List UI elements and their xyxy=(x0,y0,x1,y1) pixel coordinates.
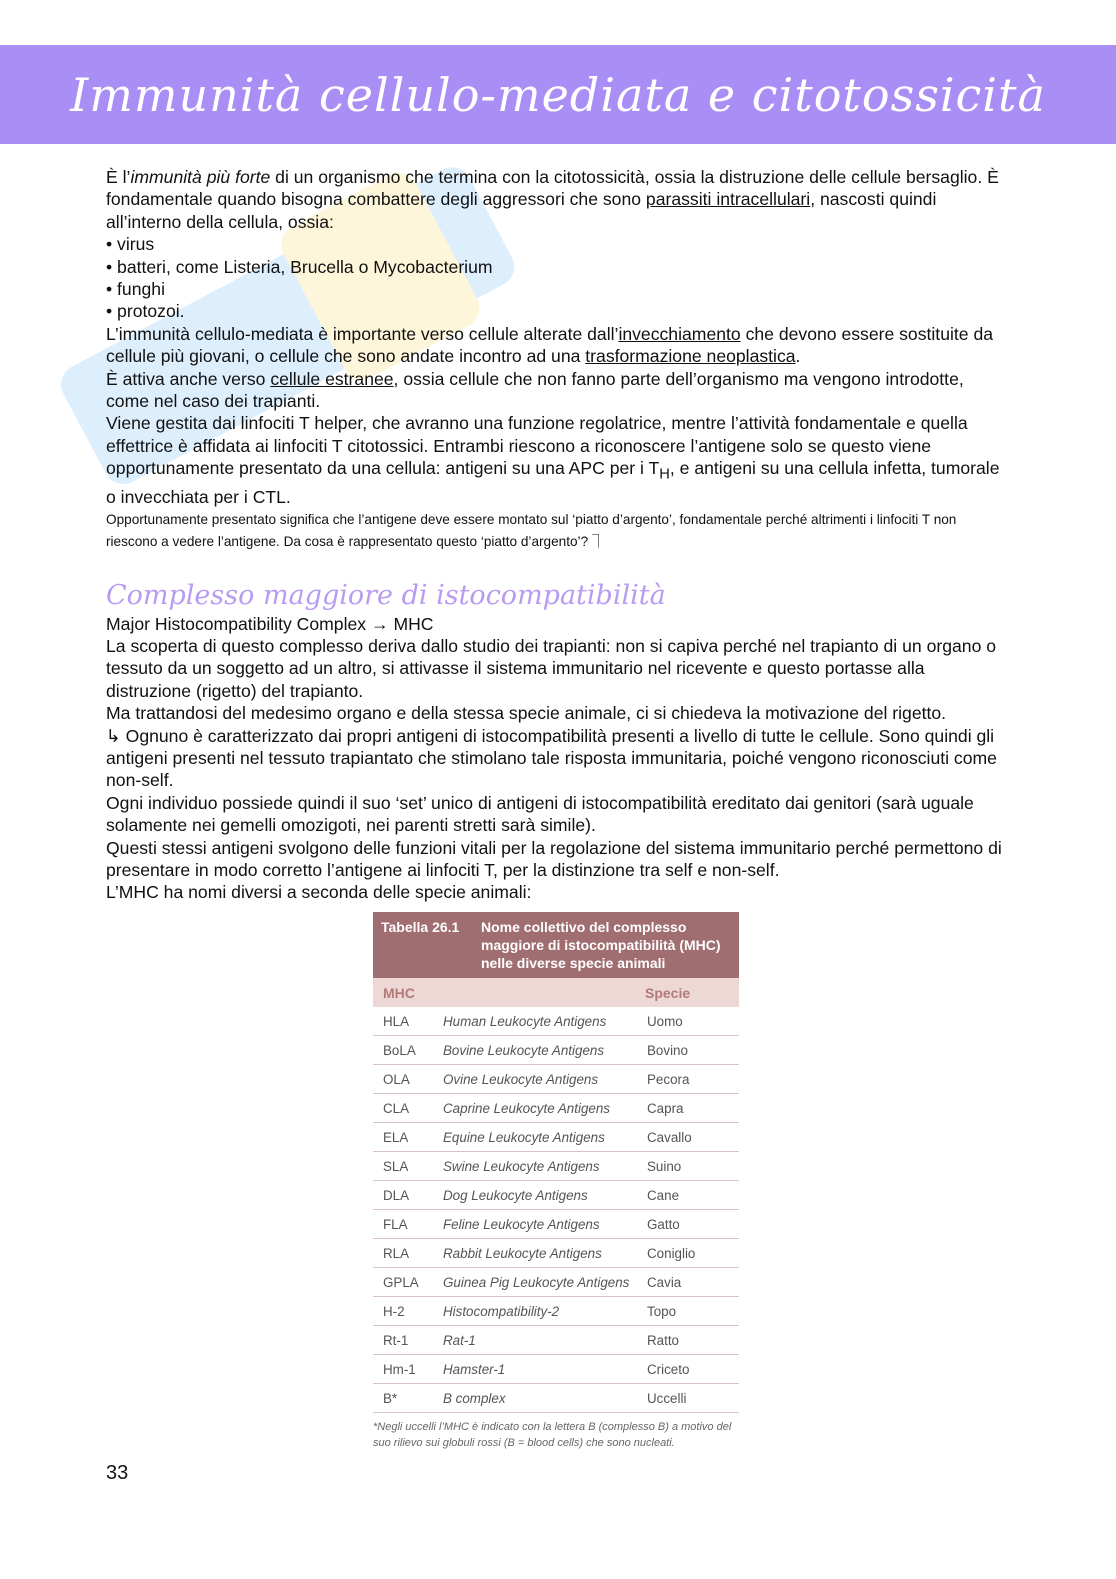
cell-species: Topo xyxy=(645,1297,739,1326)
table-row xyxy=(373,1239,739,1268)
table-row xyxy=(373,1065,739,1094)
page-number: 33 xyxy=(106,1462,129,1484)
cell-full-name: Feline Leukocyte Antigens xyxy=(443,1210,645,1239)
column-mhc: MHC xyxy=(383,984,415,1001)
intro-paragraph xyxy=(106,166,1006,233)
text-span: È l’ xyxy=(106,167,131,187)
table-row xyxy=(373,1094,739,1123)
bullet-item: • funghi xyxy=(106,279,165,300)
underlined-term: parassiti intracellulari xyxy=(645,189,811,210)
table-row xyxy=(373,1210,739,1239)
table-row xyxy=(373,1036,739,1065)
cell-mhc: RLA xyxy=(373,1239,443,1268)
table-column-header xyxy=(373,978,739,1007)
cell-mhc: B* xyxy=(373,1384,443,1413)
table-row xyxy=(373,1297,739,1326)
cell-full-name: Dog Leukocyte Antigens xyxy=(443,1181,645,1210)
table-number: Tabella 26.1 xyxy=(381,919,460,935)
cell-species: Cane xyxy=(645,1181,739,1210)
underlined-term: invecchiamento xyxy=(618,323,741,344)
cell-full-name: Rabbit Leukocyte Antigens xyxy=(443,1239,645,1268)
table-header xyxy=(373,912,739,978)
table-row xyxy=(373,1326,739,1355)
table-title: Nome collettivo del complesso maggiore di istocompatibilità (MHC) nelle diverse specie animali xyxy=(481,919,721,971)
mhc-table xyxy=(373,912,739,1451)
table-row xyxy=(373,1152,739,1181)
text-span: , e antigeni su una cellula infetta, tumorale o invecchiata per i CTL. xyxy=(106,458,1000,508)
main-content xyxy=(106,166,1006,904)
cell-species: Suino xyxy=(645,1152,739,1181)
cell-mhc: FLA xyxy=(373,1210,443,1239)
cell-full-name: Human Leukocyte Antigens xyxy=(443,1007,645,1036)
paragraph-t-cells xyxy=(106,412,1006,508)
underlined-term: trasformazione neoplastica xyxy=(585,346,796,367)
cell-species: Gatto xyxy=(645,1210,739,1239)
section-paragraph: L’MHC ha nomi diversi a seconda delle specie animali: xyxy=(106,882,532,903)
table-row xyxy=(373,1007,739,1036)
paragraph-foreign-cells xyxy=(106,368,1006,413)
cell-full-name: Hamster-1 xyxy=(443,1355,645,1384)
text-span: di un organismo che termina con la citotossicità, ossia la distruzione delle cellule bersaglio. È fondamentale quando bisogna combattere degli aggressori che sono xyxy=(106,167,999,210)
cell-mhc: Rt-1 xyxy=(373,1326,443,1355)
cell-mhc: BoLA xyxy=(373,1036,443,1065)
cell-mhc: GPLA xyxy=(373,1268,443,1297)
cell-species: Criceto xyxy=(645,1355,739,1384)
cell-mhc: HLA xyxy=(373,1007,443,1036)
cell-mhc: CLA xyxy=(373,1094,443,1123)
cell-mhc: ELA xyxy=(373,1123,443,1152)
cell-species: Coniglio xyxy=(645,1239,739,1268)
small-note-paragraph: Opportunamente presentato significa che l’antigene deve essere montato sul ‘piatto d’argento’, fondamentale perché altrimenti i linfociti T non riescono a vedere l’antigene. Da cosa è rappresentato questo ‘piatto d’argento’? ⏋ xyxy=(106,511,957,549)
title-banner xyxy=(0,45,1116,144)
cell-full-name: Guinea Pig Leukocyte Antigens xyxy=(443,1268,645,1297)
cell-species: Cavallo xyxy=(645,1123,739,1152)
section-paragraph: Ogni individuo possiede quindi il suo ‘set’ unico di antigeni di istocompatibilità ereditato dai genitori (sarà uguale solamente nei gemelli omozigoti, nei parenti stretti sarà simile). xyxy=(106,792,974,836)
cell-full-name: Ovine Leukocyte Antigens xyxy=(443,1065,645,1094)
table-row xyxy=(373,1181,739,1210)
cell-species: Uccelli xyxy=(645,1384,739,1413)
table-body xyxy=(373,1007,739,1413)
cell-mhc: OLA xyxy=(373,1065,443,1094)
cell-mhc: DLA xyxy=(373,1181,443,1210)
section-paragraph: Questi stessi antigeni svolgono delle funzioni vitali per la regolazione del sistema immunitario perché permettono di presentare in modo corretto l’antigene ai linfociti T, per la distinzione tra self e non-self. xyxy=(106,837,1002,881)
text-span: . xyxy=(795,346,801,367)
table-row xyxy=(373,1355,739,1384)
bullet-item: • virus xyxy=(106,234,155,255)
text-span: L’immunità cellulo-mediata è importante verso cellule alterate dall’ xyxy=(106,323,619,344)
cell-species: Ratto xyxy=(645,1326,739,1355)
section-paragraph: Major Histocompatibility Complex → MHC xyxy=(106,613,434,634)
section-paragraph: Ma trattandosi del medesimo organo e della stessa specie animale, ci si chiedeva la motivazione del rigetto. xyxy=(106,703,947,724)
subscript: H xyxy=(659,466,670,483)
cell-full-name: B complex xyxy=(443,1384,645,1413)
table-footnote: *Negli uccelli l’MHC è indicato con la lettera B (complesso B) a motivo del suo rilievo sui globuli rossi (B = blood cells) che sono nucleati. xyxy=(373,1421,732,1449)
cell-species: Pecora xyxy=(645,1065,739,1094)
bullet-item: • batteri, come Listeria, Brucella o Mycobacterium xyxy=(106,256,493,277)
cell-full-name: Histocompatibility-2 xyxy=(443,1297,645,1326)
text-span: , ossia cellule che non fanno parte dell’organismo ma vengono introdotte, come nel caso dei trapianti. xyxy=(106,368,964,412)
cell-mhc: SLA xyxy=(373,1152,443,1181)
text-span: È attiva anche verso xyxy=(106,368,271,389)
underlined-term: cellule estranee xyxy=(270,368,394,389)
paragraph-aging xyxy=(106,323,1006,368)
cell-species: Capra xyxy=(645,1094,739,1123)
text-span: Viene gestita dai linfociti T helper, che avranno una funzione regolatrice, mentre l’attività fondamentale e quella effettrice è affidata ai linfociti T citotossici. Entrambi riescono a riconoscere l’antigene solo se questo viene opportunamente presentato da una cellula: antigeni su una APC per i T xyxy=(106,413,968,479)
section-paragraph: La scoperta di questo complesso deriva dallo studio dei trapianti: non si capiva perché nel trapianto di un organo o tessuto da un soggetto ad un altro, si attivasse il sistema immunitario nel ricevente e questo portasse alla distruzione (rigetto) del trapianto. xyxy=(106,636,997,701)
page-title: Immunità cellulo-mediata e citotossicità xyxy=(70,67,1046,122)
section-paragraph: ↳ Ognuno è caratterizzato dai propri antigeni di istocompatibilità presenti a livello di tutte le cellule. Sono quindi gli antigeni presenti nel tessuto trapiantato che stimolano tale risposta immunitaria, poiché vengono riconosciuti come non-self. xyxy=(106,725,997,791)
bullet-item: • protozoi. xyxy=(106,301,185,322)
text-span: che devono essere sostituite da cellule più giovani, o cellule che sono andate incontro ad una xyxy=(106,323,994,367)
cell-species: Bovino xyxy=(645,1036,739,1065)
text-span: , nascosti quindi all’interno della cellula, ossia: xyxy=(106,189,937,232)
section-title: Complesso maggiore di istocompatibilità xyxy=(106,579,666,611)
emphasis-text: immunità più forte xyxy=(130,167,271,187)
table-row xyxy=(373,1268,739,1297)
cell-full-name: Caprine Leukocyte Antigens xyxy=(443,1094,645,1123)
cell-mhc: H-2 xyxy=(373,1297,443,1326)
table-row xyxy=(373,1384,739,1413)
cell-mhc: Hm-1 xyxy=(373,1355,443,1384)
cell-full-name: Swine Leukocyte Antigens xyxy=(443,1152,645,1181)
cell-full-name: Equine Leukocyte Antigens xyxy=(443,1123,645,1152)
cell-species: Uomo xyxy=(645,1007,739,1036)
cell-full-name: Rat-1 xyxy=(443,1326,645,1355)
cell-species: Cavia xyxy=(645,1268,739,1297)
table-row xyxy=(373,1123,739,1152)
cell-full-name: Bovine Leukocyte Antigens xyxy=(443,1036,645,1065)
column-species: Specie xyxy=(645,984,691,1001)
